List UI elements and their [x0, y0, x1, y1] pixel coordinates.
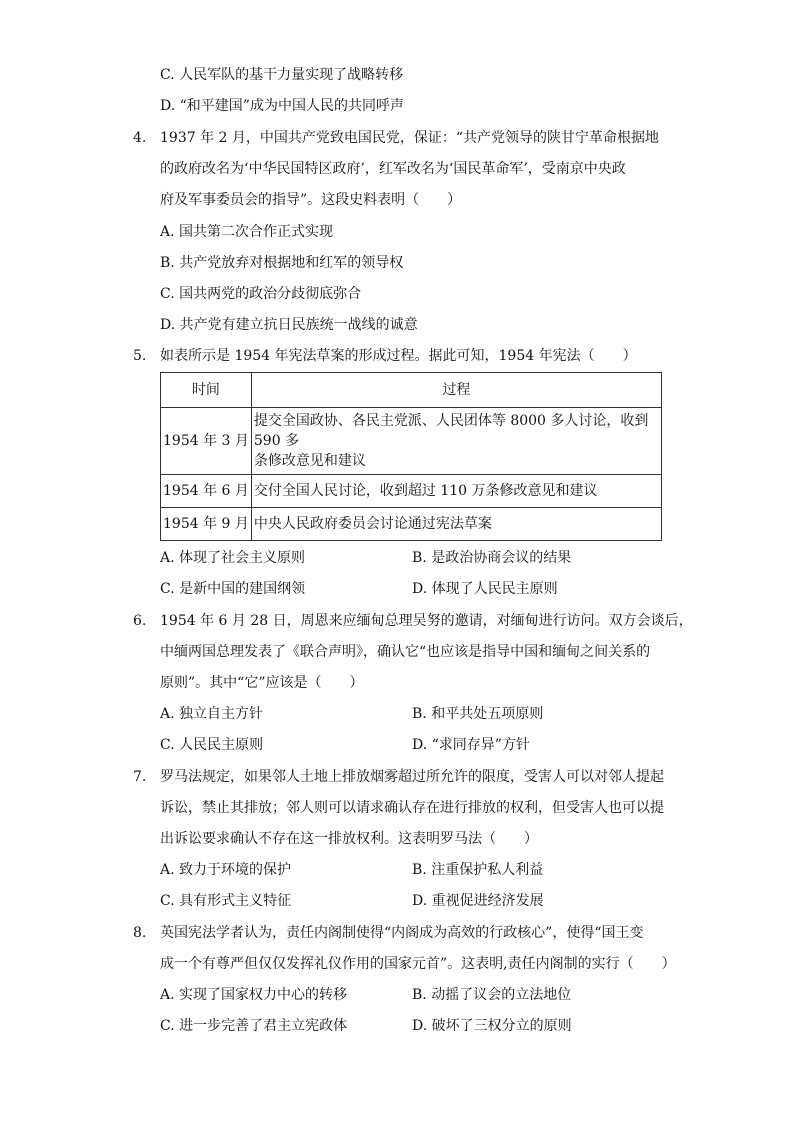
q4-stem-line: 1937 年 2 月，中国共产党致电国民党，保证：“共产党领导的陕甘宁革命根据地 [160, 130, 660, 146]
q7-option-c: C. 具有形式主义特征 [160, 893, 292, 909]
q6-option-b: B. 和平共处五项原则 [412, 706, 544, 722]
table-cell-time: 1954 年 9 月 [161, 508, 252, 541]
q6-stem-line: 中缅两国总理发表了《联合声明》，确认它“也应该是指导中国和缅甸之间关系的 [160, 644, 651, 660]
table-cell-process-line: 提交全国政协、各民主党派、人民团体等 8000 多人讨论，收到 590 多 [253, 413, 649, 449]
q5-option-b: B. 是政治协商会议的结果 [412, 550, 572, 566]
q7-stem-line: 诉讼，禁止其排放；邻人则可以请求确认存在进行排放的权利，但受害人也可以提 [160, 800, 664, 816]
q7-stem-line: 出诉讼要求确认不存在这一排放权利。这表明罗马法（ ） [160, 831, 538, 847]
q7-option-a: A. 致力于环境的保护 [160, 862, 292, 878]
q6-stem-line: 原则”。其中“它”应该是（ ） [160, 675, 364, 691]
q4-option-a: A. 国共第二次合作正式实现 [160, 224, 334, 240]
constitution-process-table [160, 372, 662, 541]
q7-option-b: B. 注重保护私人利益 [412, 862, 544, 878]
q3-option-c: C. 人民军队的基干力量实现了战略转移 [160, 67, 404, 83]
q4-option-c: C. 国共两党的政治分歧彻底弥合 [160, 286, 362, 302]
table-cell-process: 中央人民政府委员会讨论通过宪法草案 [251, 508, 661, 541]
q4-option-b: B. 共产党放弃对根据地和红军的领导权 [160, 255, 404, 271]
q6-option-c: C. 人民民主原则 [160, 737, 264, 753]
q5-option-a: A. 体现了社会主义原则 [160, 550, 306, 566]
table-cell-process: 交付全国人民讨论，收到超过 110 万条修改意见和建议 [251, 475, 661, 508]
q5-option-d: D. 体现了人民民主原则 [412, 581, 558, 597]
q8-stem-line: 英国宪法学者认为，责任内阁制使得“内阁成为高效的行政核心”，使得“国王变 [160, 925, 644, 941]
q5-option-c: C. 是新中国的建国纲领 [160, 581, 306, 597]
q8-option-c: C. 进一步完善了君主立宪政体 [160, 1018, 348, 1034]
q4-number: 4. [133, 130, 147, 146]
q5-number: 5. [133, 348, 147, 364]
q8-number: 8. [133, 925, 147, 941]
table-header-time: 时间 [161, 373, 252, 408]
q3-option-d: D. “和平建国”成为中国人民的共同呼声 [160, 98, 404, 114]
q6-option-d: D. “求同存异”方针 [412, 737, 530, 753]
q5-stem: 如表所示是 1954 年宪法草案的形成过程。据此可知，1954 年宪法（ ） [160, 348, 637, 364]
table-row [161, 475, 662, 508]
table-cell-time: 1954 年 3 月 [161, 408, 252, 475]
q8-stem-line: 成一个有尊严但仅仅发挥礼仪作用的国家元首”。这表明,责任内阁制的实行（ ） [160, 956, 676, 972]
table-cell-process-line: 条修改意见和建议 [253, 453, 366, 469]
q8-option-a: A. 实现了国家权力中心的转移 [160, 987, 348, 1003]
q4-option-d: D. 共产党有建立抗日民族统一战线的诚意 [160, 317, 418, 333]
q7-option-d: D. 重视促进经济发展 [412, 893, 544, 909]
q8-option-b: B. 动摇了议会的立法地位 [412, 987, 572, 1003]
table-cell-process [251, 408, 661, 475]
q7-number: 7. [133, 769, 147, 785]
q6-option-a: A. 独立自主方针 [160, 706, 264, 722]
q6-number: 6. [133, 613, 147, 629]
q7-stem-line: 罗马法规定，如果邻人土地上排放烟雾超过所允许的限度，受害人可以对邻人提起 [160, 769, 664, 785]
table-row [161, 408, 662, 475]
q4-stem-line: 的政府改名为‘中华民国特区政府’，红军改名为‘国民革命军’，受南京中央政 [160, 161, 626, 177]
table-cell-time: 1954 年 6 月 [161, 475, 252, 508]
table-header-process: 过程 [251, 373, 661, 408]
q6-stem-line: 1954 年 6 月 28 日，周恩来应缅甸总理吴努的邀请，对缅甸进行访问。双方会谈后， [160, 613, 693, 629]
q4-stem-line: 府及军事委员会的指导”。这段史料表明（ ） [160, 192, 462, 208]
q8-option-d: D. 破坏了三权分立的原则 [412, 1018, 572, 1034]
table-row [161, 508, 662, 541]
